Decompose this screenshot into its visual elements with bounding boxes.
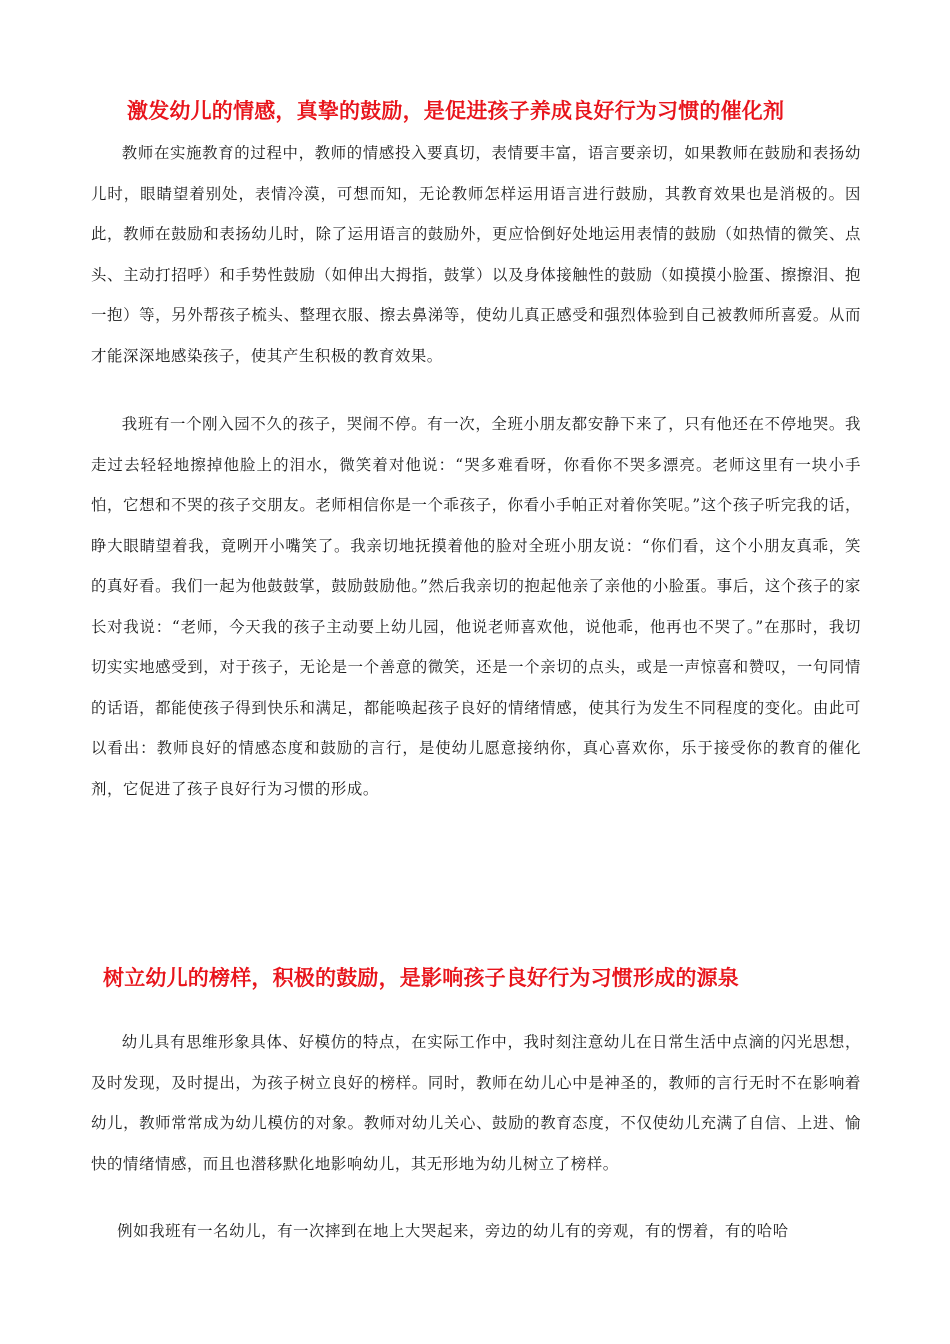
section-heading: 激发幼儿的情感，真挚的鼓励，是促进孩子养成良好行为习惯的催化剂 xyxy=(127,99,785,123)
body-paragraph: 我班有一个刚入园不久的孩子，哭闹不停。有一次，全班小朋友都安静下来了，只有他还在不停地哭。我走过去轻轻地擦掉他脸上的泪水，微笑着对他说：“哭多难看呀，你看你不哭多漂亮。老师这里有一块小手怕，它想和不哭的孩子交朋友。老师相信你是一个乖孩子，你看小手帕正对着你笑呢。”这个孩子听完我的话，睁大眼睛望着我，竟咧开小嘴笑了。我亲切地抚摸着他的脸对全班小朋友说：“你们看，这个小朋友真乖，笑的真好看。我们一起为他鼓鼓掌，鼓励鼓励他。”然后我亲切的抱起他亲了亲他的小脸蛋。事后，这个孩子的家长对我说：“老师，今天我的孩子主动要上幼儿园，他说老师喜欢他，说他乖，他再也不哭了。”在那时，我切切实实地感受到，对于孩子，无论是一个善意的微笑，还是一个亲切的点头，或是一声惊喜和赞叹，一句同情的话语，都能使孩子得到快乐和满足，都能唤起孩子良好的情绪情感，使其行为发生不同程度的变化。由此可以看出：教师良好的情感态度和鼓励的言行，是使幼儿愿意接纳你，真心喜欢你，乐于接受你的教育的催化剂，它促进了孩子良好行为习惯的形成。 xyxy=(91,415,861,798)
body-paragraph: 幼儿具有思维形象具体、好模仿的特点，在实际工作中，我时刻注意幼儿在日常生活中点滴的闪光思想，及时发现，及时提出，为孩子树立良好的榜样。同时，教师在幼儿心中是神圣的，教师的言行无时不在影响着幼儿，教师常常成为幼儿模仿的对象。教师对幼儿关心、鼓励的教育态度，不仅使幼儿充满了自信、上进、愉快的情绪情感，而且也潜移默化地影响幼儿，其无形地为幼儿树立了榜样。 xyxy=(91,1033,861,1173)
body-paragraph: 例如我班有一名幼儿，有一次摔到在地上大哭起来，旁边的幼儿有的旁观，有的愣着，有的哈哈 xyxy=(117,1222,789,1240)
body-paragraph: 教师在实施教育的过程中，教师的情感投入要真切，表情要丰富，语言要亲切，如果教师在鼓励和表扬幼儿时，眼睛望着别处，表情冷漠，可想而知，无论教师怎样运用语言进行鼓励，其教育效果也是消极的。因此，教师在鼓励和表扬幼儿时，除了运用语言的鼓励外，更应恰倒好处地运用表情的鼓励（如热情的微笑、点头、主动打招呼）和手势性鼓励（如伸出大拇指，鼓掌）以及身体接触性的鼓励（如摸摸小脸蛋、擦擦泪、抱一抱）等，另外帮孩子梳头、整理衣服、擦去鼻涕等，使幼儿真正感受和强烈体验到自己被教师所喜爱。从而才能深深地感染孩子，使其产生积极的教育效果。 xyxy=(91,144,861,365)
section-heading: 树立幼儿的榜样，积极的鼓励，是影响孩子良好行为习惯形成的源泉 xyxy=(103,966,739,990)
